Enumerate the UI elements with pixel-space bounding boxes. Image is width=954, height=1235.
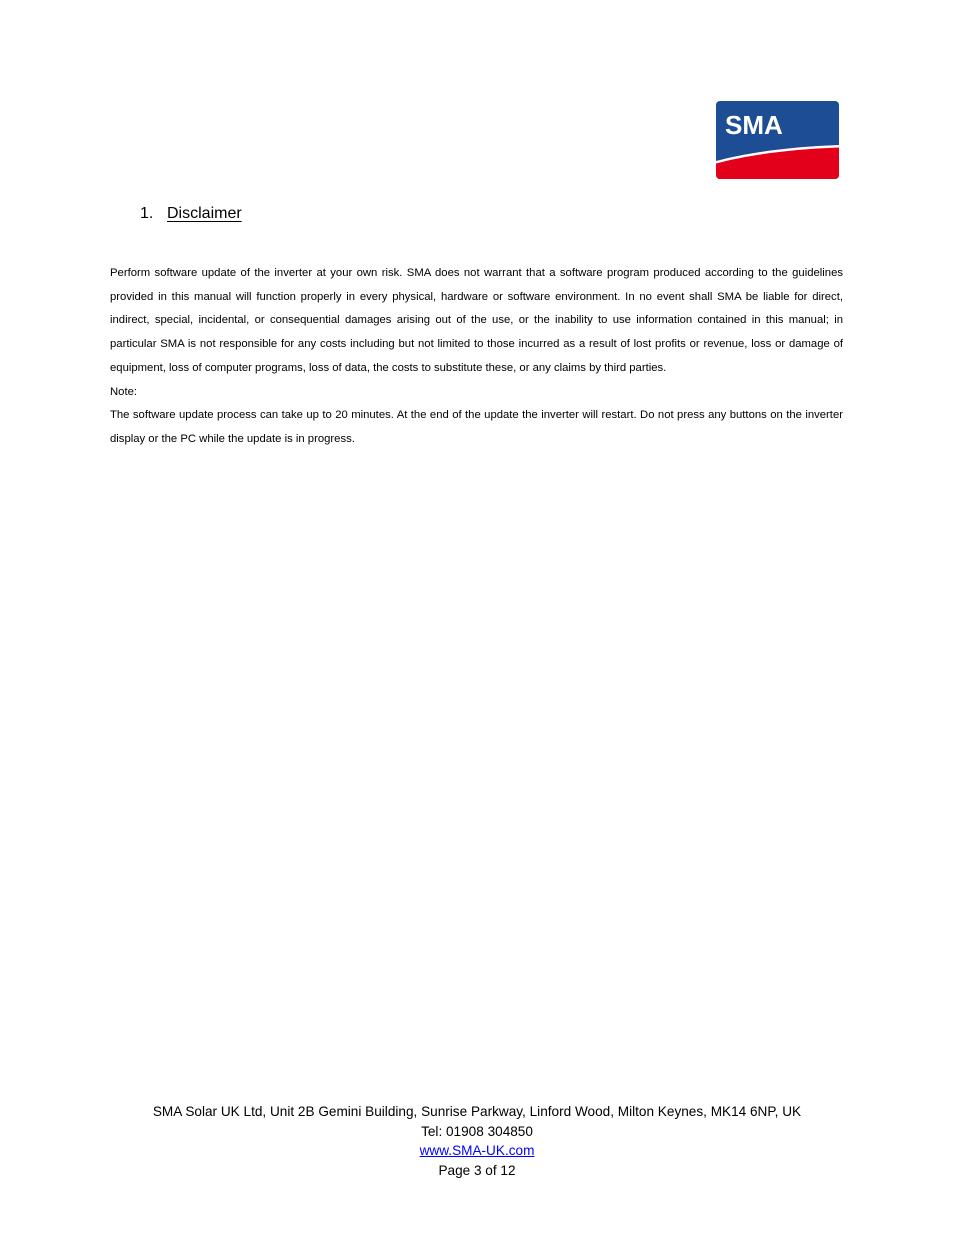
sma-logo (716, 101, 839, 179)
disclaimer-body (110, 262, 843, 452)
note-text: The software update process can take up to 20 minutes. At the end of the update the inverter will restart. Do not press any buttons on the inverter display or the PC while the update is in progress. (110, 409, 843, 445)
footer-website-link[interactable]: www.SMA-UK.com (419, 1143, 535, 1158)
sma-logo-icon (716, 101, 839, 179)
disclaimer-paragraph: Perform software update of the inverter at your own risk. SMA does not warrant that a software program produced according to the guidelines provided in this manual will function properly in every physical, hardware or software environment. In no event shall SMA be liable for direct, indirect, special, incidental, or consequential damages arising out of the use, or the inability to use information contained in this manual; in particular SMA is not responsible for any costs including but not limited to those incurred as a result of lost profits or revenue, loss or damage of equipment, loss of computer programs, loss of data, the costs to substitute these, or any claims by third parties. (110, 267, 843, 374)
section-number: 1. (140, 205, 154, 222)
footer-page-number: Page 3 of 12 (438, 1162, 516, 1178)
note-label: Note: (110, 385, 138, 398)
section-heading (140, 205, 242, 223)
logo-text: SMA (725, 110, 783, 140)
footer-address: SMA Solar UK Ltd, Unit 2B Gemini Building, Sunrise Parkway, Linford Wood, Milton Keynes, MK14 6NP, UK (152, 1104, 802, 1119)
page-footer (0, 1102, 954, 1180)
footer-telephone: Tel: 01908 304850 (421, 1123, 533, 1139)
section-title: Disclaimer (167, 205, 242, 222)
